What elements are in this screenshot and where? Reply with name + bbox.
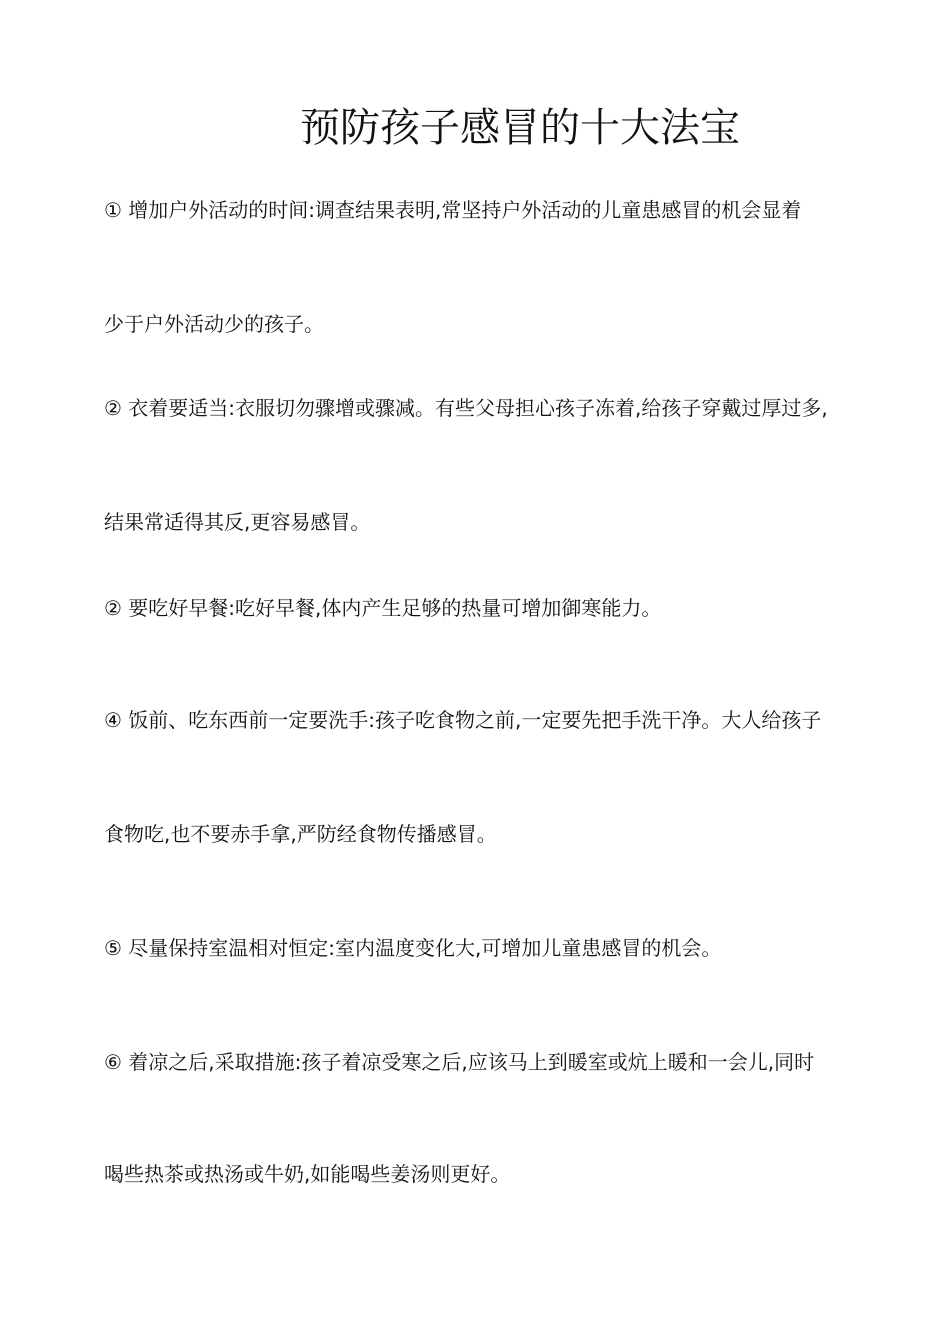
paragraph-1-line-2: 少于户外活动少的孩子。 [104, 312, 324, 336]
paragraph-6-line-2: 喝些热茶或热汤或牛奶,如能喝些姜汤则更好。 [104, 1162, 511, 1186]
paragraph-4-line-2: 食物吃,也不要赤手拿,严防经食物传播感冒。 [104, 822, 497, 846]
paragraph-4-line-1: ④ 饭前、吃东西前一定要洗手:孩子吃食物之前,一定要先把手洗干净。大人给孩子 [104, 708, 822, 732]
paragraph-2-line-2: 结果常适得其反,更容易感冒。 [104, 510, 371, 534]
paragraph-6-line-1: ⑥ 着凉之后,采取措施:孩子着凉受寒之后,应该马上到暖室或炕上暖和一会儿,同时 [104, 1050, 815, 1074]
paragraph-5-line-1: ⑤ 尽量保持室温相对恒定:室内温度变化大,可增加儿童患感冒的机会。 [104, 936, 722, 960]
paragraph-2-line-1: ② 衣着要适当:衣服切勿骤增或骤减。有些父母担心孩子冻着,给孩子穿戴过厚过多, [104, 396, 828, 420]
paragraph-3-line-1: ② 要吃好早餐:吃好早餐,体内产生足够的热量可增加御寒能力。 [104, 596, 662, 620]
document-title: 预防孩子感冒的十大法宝 [300, 105, 740, 151]
paragraph-1-line-1: ① 增加户外活动的时间:调查结果表明,常坚持户外活动的儿童患感冒的机会显着 [104, 198, 802, 222]
